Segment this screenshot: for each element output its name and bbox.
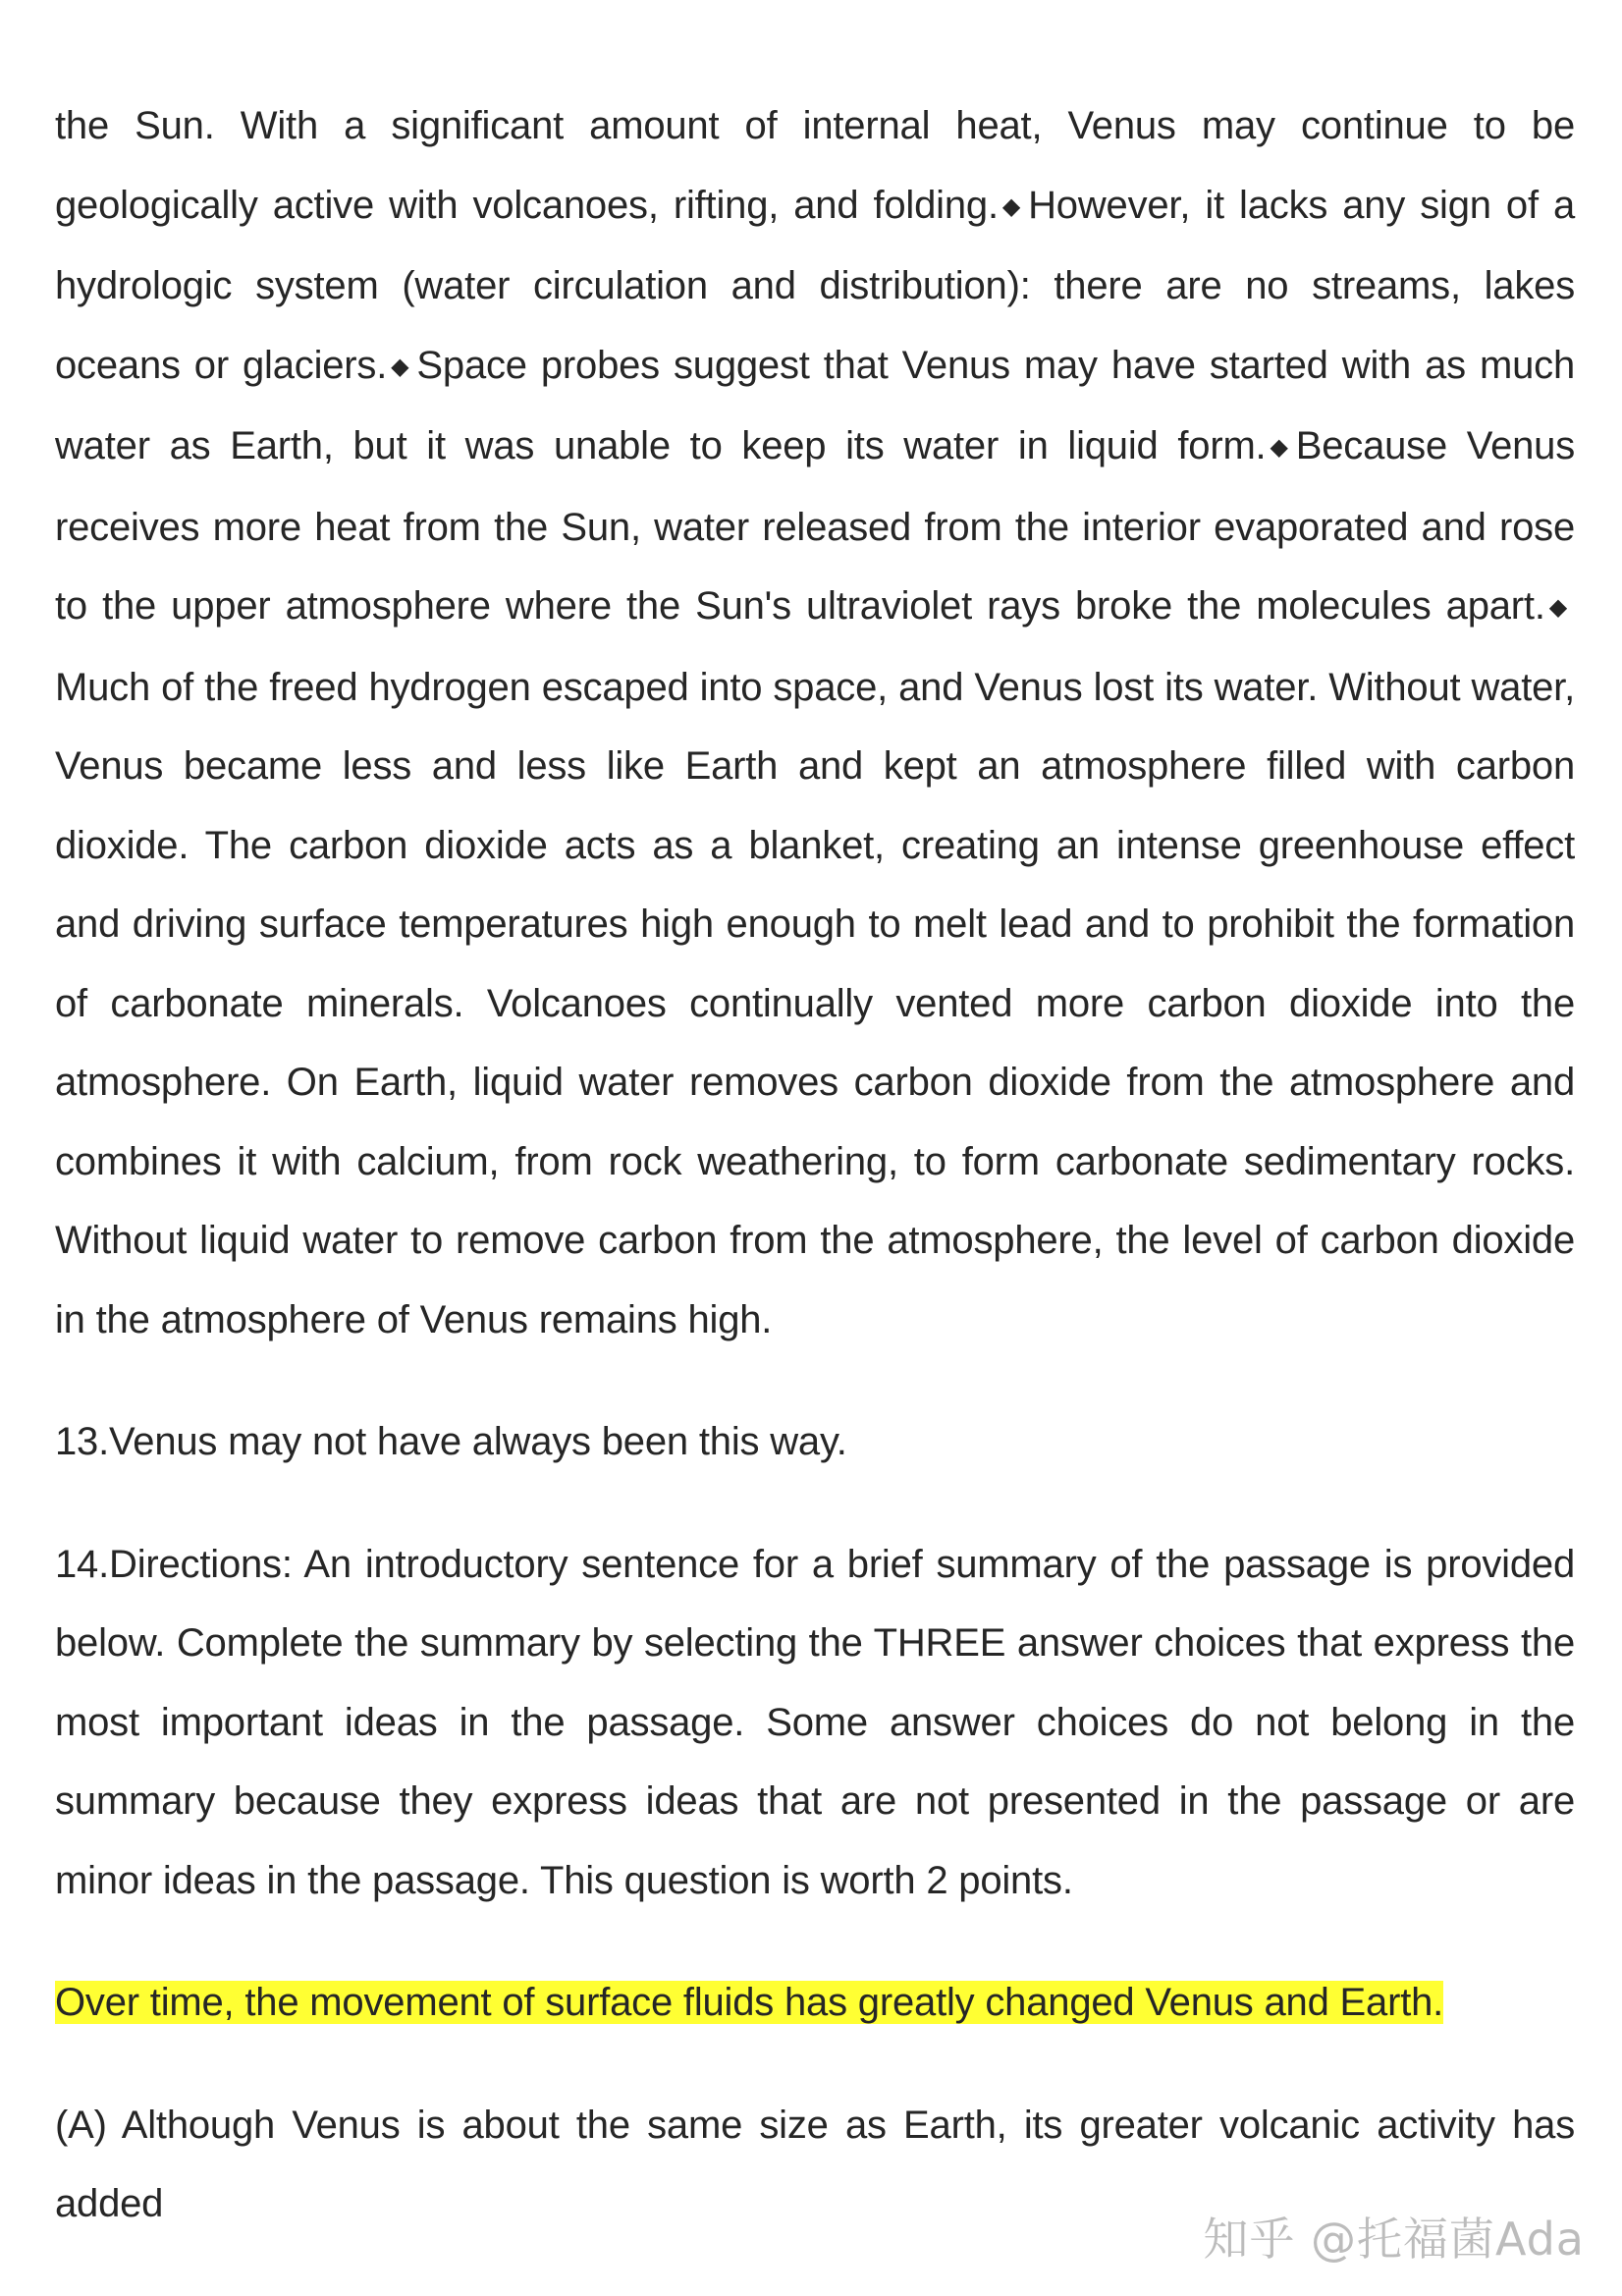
passage-sentence: Because Venus receives more heat from the Sun, water released from the interior evaporated and rose to the upper atmosphere where the Sun's ultraviolet rays broke the molecules apart.	[55, 424, 1576, 628]
question-13: 13.Venus may not have always been this way.	[55, 1420, 847, 1463]
answer-choice-a[interactable]: (A) Although Venus is about the same size as Earth, its greater volcanic activity has added	[55, 2103, 1575, 2225]
insert-square-marker[interactable]: ◆	[391, 353, 409, 380]
summary-intro-highlight: Over time, the movement of surface fluids has greatly changed Venus and Earth.	[55, 1981, 1444, 2024]
passage-sentence: Much of the freed hydrogen escaped into space, and Venus lost its water. Without water, Venus became less and less like Earth and kept an atmosphere filled with carbon dioxide. The carbon dioxide acts as a blanket, creating an intense greenhouse effect and driving surface temperatures high enough to melt lead and to prohibit the formation of carbonate minerals. Volcanoes continually vented more carbon dioxide into the atmosphere. On Earth, liquid water removes carbon dioxide from the atmosphere and combines it with calcium, from rock weathering, to form carbonate sedimentary rocks. Without liquid water to remove carbon from the atmosphere, the level of carbon dioxide in the atmosphere of Venus remains high.	[55, 665, 1575, 1341]
insert-square-marker[interactable]: ◆	[1270, 434, 1288, 461]
document-page	[55, 86, 1575, 2244]
question-14-directions: 14.Directions: An introductory sentence for a brief summary of the passage is provided below. Complete the summary by selecting the THREE answer choices that express the most important ideas in the passage. Some answer choices do not belong in the summary because they express ideas that are not presented in the passage or are minor ideas in the passage. This question is worth 2 points.	[55, 1542, 1575, 1902]
insert-square-marker[interactable]: ◆	[1001, 192, 1021, 220]
zhihu-watermark: 知乎 @托福菌Ada	[1203, 2213, 1585, 2266]
passage-sentence: However, it lacks any sign of a hydrologic system (water circulation and distribution): there are no streams, lakes oceans or glaciers.	[55, 183, 1575, 387]
insert-square-marker[interactable]: ◆	[1548, 594, 1567, 621]
passage-paragraph	[55, 86, 1575, 1359]
passage-sentence: the Sun. With a significant amount of internal heat, Venus may continue to be geologically active with volcanoes, rifting, and folding.	[55, 104, 1575, 227]
summary-intro-sentence	[55, 1963, 1575, 2043]
passage-sentence: Space probes suggest that Venus may have started with as much water as Earth, but it was unable to keep its water in liquid form.	[55, 343, 1575, 467]
